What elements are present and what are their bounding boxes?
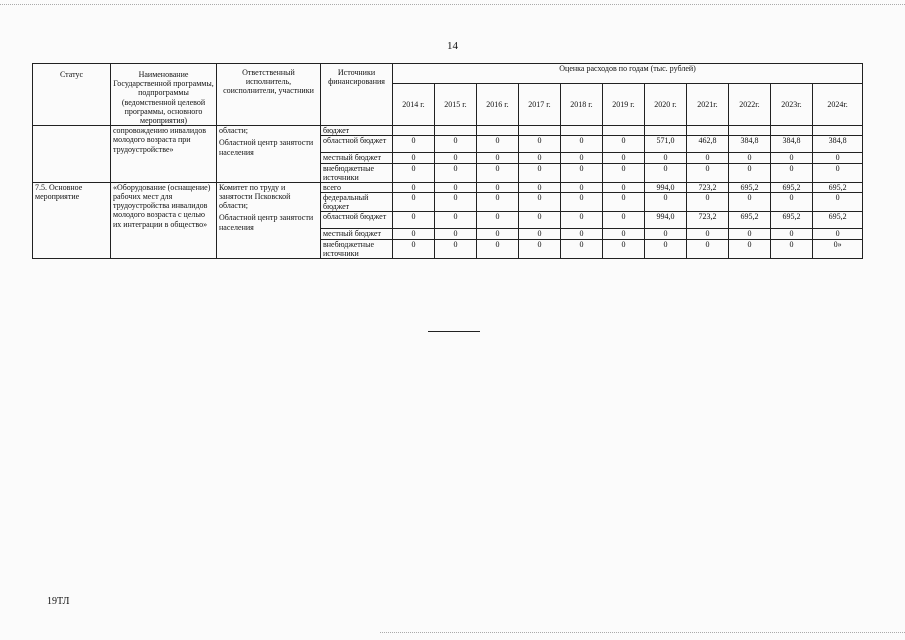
amount-cell: 0 bbox=[813, 153, 863, 163]
table-body bbox=[33, 126, 863, 259]
amount-cell bbox=[645, 126, 687, 136]
amount-cell: 0 bbox=[561, 136, 603, 153]
table-row bbox=[33, 126, 863, 136]
header-estimate: Оценка расходов по годам (тыс. рублей) bbox=[393, 64, 863, 84]
header-year: 2020 г. bbox=[645, 84, 687, 126]
amount-cell: 695,2 bbox=[729, 182, 771, 192]
responsible-entry: области; bbox=[219, 126, 248, 136]
amount-cell: 462,8 bbox=[687, 136, 729, 153]
amount-cell: 0 bbox=[477, 239, 519, 258]
header-year: 2017 г. bbox=[519, 84, 561, 126]
amount-cell: 0 bbox=[771, 163, 813, 182]
amount-cell: 994,0 bbox=[645, 212, 687, 229]
amount-cell: 723,2 bbox=[687, 182, 729, 192]
amount-cell: 0 bbox=[393, 229, 435, 239]
amount-cell: 0 bbox=[393, 239, 435, 258]
header-status: Статус bbox=[33, 64, 111, 126]
funding-source-cell: федеральный бюджет bbox=[321, 193, 393, 212]
top-scan-line bbox=[0, 4, 905, 5]
responsible-entry: Комитет по труду и занятости Псковской области; bbox=[219, 182, 291, 211]
amount-cell: 0 bbox=[393, 163, 435, 182]
amount-cell: 0 bbox=[561, 193, 603, 212]
amount-cell: 0 bbox=[561, 212, 603, 229]
amount-cell: 0 bbox=[435, 212, 477, 229]
amount-cell: 0 bbox=[477, 153, 519, 163]
funding-source-cell: областной бюджет bbox=[321, 212, 393, 229]
amount-cell: 0 bbox=[519, 229, 561, 239]
status-cell: 7.5. Основное мероприятие bbox=[33, 182, 111, 258]
amount-cell: 0 bbox=[561, 229, 603, 239]
amount-cell: 994,0 bbox=[645, 182, 687, 192]
amount-cell: 0 bbox=[519, 163, 561, 182]
amount-cell: 0 bbox=[771, 153, 813, 163]
amount-cell bbox=[729, 126, 771, 136]
amount-cell: 0 bbox=[687, 239, 729, 258]
amount-cell: 0 bbox=[729, 163, 771, 182]
funding-source-cell: областной бюджет bbox=[321, 136, 393, 153]
amount-cell: 0 bbox=[393, 193, 435, 212]
amount-cell: 0 bbox=[603, 193, 645, 212]
amount-cell: 0 bbox=[477, 182, 519, 192]
amount-cell: 571,0 bbox=[645, 136, 687, 153]
amount-cell bbox=[771, 126, 813, 136]
amount-cell: 0 bbox=[435, 193, 477, 212]
amount-cell bbox=[561, 126, 603, 136]
header-year: 2018 г. bbox=[561, 84, 603, 126]
amount-cell: 0 bbox=[393, 136, 435, 153]
amount-cell: 0 bbox=[729, 153, 771, 163]
page-number: 14 bbox=[447, 40, 458, 52]
header-year: 2014 г. bbox=[393, 84, 435, 126]
amount-cell: 384,8 bbox=[813, 136, 863, 153]
amount-cell: 0 bbox=[645, 229, 687, 239]
header-year: 2022г. bbox=[729, 84, 771, 126]
expenses-table bbox=[32, 63, 863, 259]
header-year: 2021г. bbox=[687, 84, 729, 126]
header-year: 2023г. bbox=[771, 84, 813, 126]
funding-source-cell: всего bbox=[321, 182, 393, 192]
amount-cell: 0 bbox=[435, 153, 477, 163]
header-year: 2016 г. bbox=[477, 84, 519, 126]
amount-cell: 0 bbox=[645, 239, 687, 258]
amount-cell: 0 bbox=[477, 193, 519, 212]
amount-cell: 0 bbox=[393, 182, 435, 192]
amount-cell: 0 bbox=[771, 239, 813, 258]
amount-cell: 0 bbox=[645, 153, 687, 163]
amount-cell: 0 bbox=[645, 163, 687, 182]
status-cell bbox=[33, 126, 111, 183]
amount-cell: 0 bbox=[519, 136, 561, 153]
amount-cell: 0 bbox=[393, 212, 435, 229]
amount-cell: 0 bbox=[687, 229, 729, 239]
program-name-cell: сопровождению инвалидов молодого возраста при трудоустройстве» bbox=[111, 126, 217, 183]
amount-cell: 695,2 bbox=[813, 182, 863, 192]
amount-cell: 0 bbox=[435, 163, 477, 182]
responsible-cell bbox=[217, 126, 321, 183]
header-year: 2019 г. bbox=[603, 84, 645, 126]
amount-cell: 0 bbox=[603, 153, 645, 163]
footer-code: 19ТЛ bbox=[47, 596, 70, 607]
amount-cell: 384,8 bbox=[729, 136, 771, 153]
amount-cell: 0 bbox=[813, 229, 863, 239]
bottom-scan-line bbox=[380, 632, 905, 633]
amount-cell: 0 bbox=[519, 193, 561, 212]
amount-cell: 0 bbox=[519, 212, 561, 229]
amount-cell: 0 bbox=[519, 239, 561, 258]
separator-line bbox=[428, 331, 480, 332]
amount-cell bbox=[477, 126, 519, 136]
amount-cell: 0 bbox=[477, 229, 519, 239]
amount-cell: 0 bbox=[603, 212, 645, 229]
amount-cell: 0» bbox=[813, 239, 863, 258]
amount-cell: 0 bbox=[729, 193, 771, 212]
program-name-cell: «Оборудование (оснащение) рабочих мест для трудоустройства инвалидов молодого возраста с целью их интеграции в общество» bbox=[111, 182, 217, 258]
amount-cell: 0 bbox=[435, 182, 477, 192]
amount-cell: 0 bbox=[435, 136, 477, 153]
funding-source-cell: местный бюджет bbox=[321, 153, 393, 163]
amount-cell: 695,2 bbox=[813, 212, 863, 229]
amount-cell bbox=[519, 126, 561, 136]
amount-cell bbox=[603, 126, 645, 136]
amount-cell: 0 bbox=[645, 193, 687, 212]
responsible-entry: Областной центр занятости населения bbox=[219, 213, 314, 232]
amount-cell: 0 bbox=[603, 182, 645, 192]
funding-source-cell: внебюджетные источники bbox=[321, 163, 393, 182]
amount-cell: 384,8 bbox=[771, 136, 813, 153]
header-responsible: Ответственный исполнитель, соисполнители, участники bbox=[217, 64, 321, 126]
amount-cell: 0 bbox=[561, 182, 603, 192]
amount-cell: 0 bbox=[519, 153, 561, 163]
amount-cell bbox=[393, 126, 435, 136]
amount-cell: 0 bbox=[561, 153, 603, 163]
amount-cell: 0 bbox=[603, 163, 645, 182]
amount-cell: 0 bbox=[477, 163, 519, 182]
amount-cell: 0 bbox=[393, 153, 435, 163]
funding-source-cell: местный бюджет bbox=[321, 229, 393, 239]
amount-cell: 723,2 bbox=[687, 212, 729, 229]
amount-cell: 0 bbox=[603, 239, 645, 258]
header-sources: Источники финансирования bbox=[321, 64, 393, 126]
amount-cell: 0 bbox=[687, 193, 729, 212]
amount-cell: 0 bbox=[771, 229, 813, 239]
amount-cell: 0 bbox=[561, 163, 603, 182]
header-name: Наименование Государственной программы, подпрограммы (ведомственной целевой программы, основного мероприятия) bbox=[111, 64, 217, 126]
amount-cell bbox=[687, 126, 729, 136]
funding-source-cell: бюджет bbox=[321, 126, 393, 136]
amount-cell: 0 bbox=[813, 163, 863, 182]
amount-cell bbox=[435, 126, 477, 136]
amount-cell: 0 bbox=[435, 239, 477, 258]
amount-cell: 0 bbox=[603, 136, 645, 153]
amount-cell: 0 bbox=[687, 163, 729, 182]
amount-cell: 0 bbox=[729, 239, 771, 258]
amount-cell: 0 bbox=[477, 136, 519, 153]
amount-cell: 0 bbox=[435, 229, 477, 239]
responsible-cell bbox=[217, 182, 321, 258]
amount-cell: 695,2 bbox=[771, 212, 813, 229]
amount-cell: 0 bbox=[813, 193, 863, 212]
amount-cell: 0 bbox=[771, 193, 813, 212]
funding-source-cell: внебюджетные источники bbox=[321, 239, 393, 258]
amount-cell bbox=[813, 126, 863, 136]
table-row bbox=[33, 182, 863, 192]
amount-cell: 695,2 bbox=[771, 182, 813, 192]
amount-cell: 0 bbox=[561, 239, 603, 258]
amount-cell: 0 bbox=[519, 182, 561, 192]
amount-cell: 0 bbox=[687, 153, 729, 163]
amount-cell: 0 bbox=[477, 212, 519, 229]
amount-cell: 695,2 bbox=[729, 212, 771, 229]
amount-cell: 0 bbox=[729, 229, 771, 239]
header-year: 2024г. bbox=[813, 84, 863, 126]
amount-cell: 0 bbox=[603, 229, 645, 239]
header-year: 2015 г. bbox=[435, 84, 477, 126]
responsible-entry: Областной центр занятости населения bbox=[219, 138, 314, 157]
